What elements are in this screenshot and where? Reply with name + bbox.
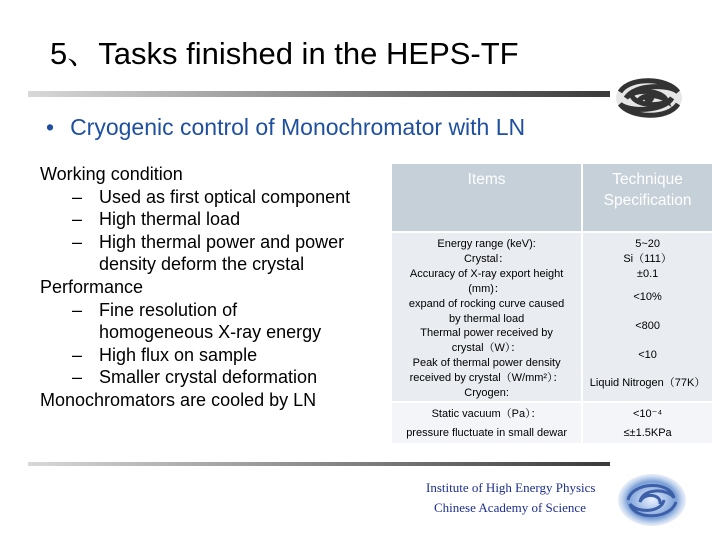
specs-cell: 5~20 Si（111） ±0.1 <10% <800 <10 Liquid Nitrogen（77K） — [583, 233, 712, 401]
list-item: – High thermal power and power — [72, 231, 345, 252]
list-item-continuation: density deform the crystal — [99, 254, 305, 275]
header-spec: Technique Specification — [583, 164, 712, 231]
ihep-swirl-logo-icon — [612, 72, 686, 124]
header-items: Items — [392, 164, 581, 231]
academy-name: Chinese Academy of Science — [434, 500, 586, 515]
left-text-panel — [40, 163, 388, 412]
galaxy-swirl-icon — [608, 472, 688, 528]
list-item: – Smaller crystal deformation — [72, 367, 318, 388]
table-row — [392, 403, 712, 443]
items-cell: Static vacuum（Pa）： pressure fluctuate in small dewar — [392, 403, 581, 443]
slide-title: 5、Tasks finished in the HEPS-TF — [50, 36, 519, 71]
cooling-note: Monochromators are cooled by LN — [40, 389, 317, 410]
performance-heading: Performance — [40, 276, 144, 297]
list-item: – Used as first optical component — [72, 186, 351, 207]
list-item: – High flux on sample — [72, 344, 258, 365]
spec-table — [390, 162, 714, 445]
institute-banner — [418, 472, 684, 528]
title-divider — [28, 91, 610, 97]
table-header-row — [392, 164, 712, 231]
table-row — [392, 233, 712, 401]
bullet-text: Cryogenic control of Monochromator with LN — [70, 114, 526, 140]
items-cell: Energy range (keV): Crystal： Accuracy of X-ray export height (mm)： expand of rocking curve caused by thermal load Thermal power received by crystal（W）： Peak of thermal power density received by crystal（W/mm²）： Cryogen: — [392, 233, 581, 401]
main-bullet — [46, 114, 525, 141]
list-item: – High thermal load — [72, 209, 241, 230]
bullet-symbol: • — [46, 114, 55, 140]
working-condition-heading: Working condition — [40, 164, 183, 184]
specs-cell: <10⁻⁴ ≤±1.5KPa — [583, 403, 712, 443]
footer-divider — [28, 462, 610, 466]
institute-name: Institute of High Energy Physics — [426, 480, 596, 495]
list-item: – Fine resolution of — [72, 299, 238, 320]
list-item-continuation: homogeneous X-ray energy — [99, 322, 322, 343]
